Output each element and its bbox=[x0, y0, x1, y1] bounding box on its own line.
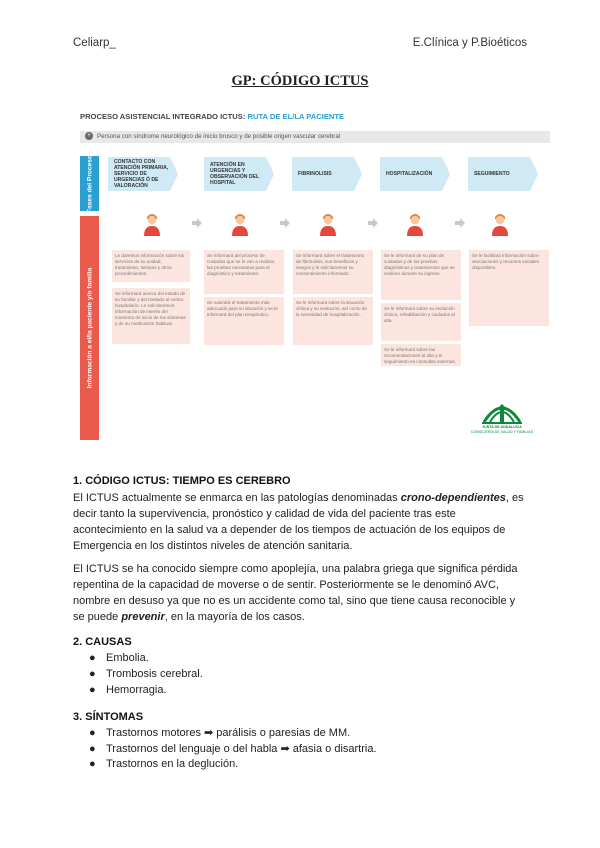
side-label-phases-text: Fases del Proceso bbox=[86, 154, 93, 213]
section-heading-3: 3. SÍNTOMAS bbox=[73, 711, 144, 723]
paragraph-1-text-end: , es decir tanto la supervivencia, pronóstico y calidad de vida del paciente tras este acontecimiento en la salud va a depender de los tiempos de actuación de los equipos de Emergencia en los distintos niveles de atención sanitaria. bbox=[73, 492, 524, 552]
paragraph-1-emphasis: crono-dependientes bbox=[400, 492, 506, 504]
person-icon bbox=[490, 210, 510, 236]
list-item bbox=[89, 652, 149, 664]
info-box: Se valorará el tratamiento más adecuado para su situación y se le informará del plan terapéutico. bbox=[204, 297, 284, 345]
page-title: GP: CÓDIGO ICTUS bbox=[231, 73, 369, 89]
side-label-phases bbox=[80, 156, 99, 211]
info-box: Le daremos información sobre los servicios de su unidad, tratamiento, tiempos y otros procedimientos. bbox=[112, 250, 190, 282]
person-icon bbox=[405, 210, 425, 236]
logo-line-1: JUNTA DE ANDALUCIA bbox=[482, 425, 522, 429]
phase-follow-up bbox=[468, 157, 538, 191]
list-item-text: Trastornos motores ➡ parálisis o paresias de MM. bbox=[106, 727, 351, 739]
side-label-info bbox=[80, 216, 99, 440]
paragraph-2 bbox=[73, 561, 528, 625]
list-item-text: Trastornos en la deglución. bbox=[106, 758, 239, 770]
bullet-icon: ● bbox=[89, 727, 96, 739]
logo-emblem-icon bbox=[456, 396, 548, 426]
info-box: Se le informará sobre su evolución clínica, rehabilitación y cuidados al alta. bbox=[381, 303, 461, 341]
paragraph-2-emphasis: prevenir bbox=[121, 611, 165, 623]
figure-banner bbox=[80, 131, 550, 143]
list-item-text: Trombosis cerebral. bbox=[106, 668, 203, 680]
junta-andalucia-logo bbox=[456, 396, 548, 438]
header-subject: E.Clínica y P.Bioéticos bbox=[412, 37, 527, 49]
paragraph-2-text: El ICTUS se ha conocido siempre como apoplejía, una palabra griega que significa pérdida repentina de la capacidad de moverse o de sentir. Posteriormente se le denominó AVC, nombre en desuso ya que no es un accidente como tal, sino que tiene causa reconocible y se puede bbox=[73, 563, 518, 623]
section-heading-1: 1. CÓDIGO ICTUS: TIEMPO ES CEREBRO bbox=[73, 475, 291, 487]
bullet-icon: ● bbox=[89, 668, 96, 680]
phase-emergency bbox=[204, 157, 274, 191]
phase-hospitalization bbox=[380, 157, 450, 191]
paragraph-1 bbox=[73, 490, 528, 554]
process-figure bbox=[78, 112, 553, 442]
figure-heading-prefix: PROCESO ASISTENCIAL INTEGRADO ICTUS: bbox=[80, 112, 248, 121]
info-box: Se informará sobre el tratamiento de fibrinolisis, sus beneficios y riesgos y le solicitaremos su consentimiento informado. bbox=[293, 250, 373, 294]
phase-contact bbox=[108, 157, 178, 191]
paragraph-2-text-end: , en la mayoría de los casos. bbox=[164, 611, 305, 623]
bullet-icon: ● bbox=[89, 652, 96, 664]
phase-label: FIBRINOLISIS bbox=[298, 170, 332, 177]
info-box: Se informará del proceso de cuidados que se le van a realizar, las pruebas necesarias para el diagnóstico y tratamiento. bbox=[204, 250, 284, 294]
phase-label: SEGUIMIENTO bbox=[474, 170, 510, 177]
arrow-right-icon bbox=[192, 218, 202, 228]
info-box: Se le informará de su plan de cuidados y de las pruebas diagnósticas y tratamientos que se realicen durante su ingreso. bbox=[381, 250, 461, 300]
plus-circle-icon: + bbox=[85, 132, 93, 140]
figure-heading-accent: RUTA DE EL/LA PACIENTE bbox=[247, 112, 345, 121]
person-icon bbox=[230, 210, 250, 236]
figure-heading bbox=[80, 112, 344, 121]
list-item bbox=[89, 758, 238, 770]
info-box: Se le informará sobre la situación clínica y su evolución, así como de la necesidad de hospitalización. bbox=[293, 297, 373, 345]
phase-label: HOSPITALIZACIÓN bbox=[386, 170, 433, 177]
info-box: Se le informará sobre las recomendaciones al alta y el seguimiento en consultas externas. bbox=[381, 344, 461, 366]
bullet-icon: ● bbox=[89, 758, 96, 770]
list-item bbox=[89, 684, 167, 696]
list-item-text: Trastornos del lenguaje o del habla ➡ afasia o disartria. bbox=[106, 743, 377, 755]
bullet-icon: ● bbox=[89, 684, 96, 696]
phase-label: ATENCIÓN EN URGENCIAS Y OBSERVACIÓN DEL HOSPITAL bbox=[210, 161, 259, 187]
list-item bbox=[89, 742, 377, 755]
list-item bbox=[89, 726, 350, 739]
banner-text: Persona con síndrome neurológico de inicio brusco y de posible origen vascular cerebral bbox=[97, 133, 341, 140]
arrow-right-icon bbox=[280, 218, 290, 228]
paragraph-1-text: El ICTUS actualmente se enmarca en las patologías denominadas bbox=[73, 492, 401, 504]
phase-fibrinolysis bbox=[292, 157, 362, 191]
info-box: Se le facilitará información sobre asociaciones y recursos sociales disponibles. bbox=[469, 250, 549, 326]
person-icon bbox=[142, 210, 162, 236]
section-heading-2: 2. CAUSAS bbox=[73, 636, 132, 648]
list-item bbox=[89, 668, 203, 680]
phase-label: CONTACTO CON ATENCIÓN PRIMARIA, SERVICIO DE URGENCIAS Ó DE VALORACIÓN bbox=[114, 158, 169, 190]
bullet-icon: ● bbox=[89, 743, 96, 755]
arrow-right-icon bbox=[368, 218, 378, 228]
header-author: Celiarp_ bbox=[73, 37, 116, 49]
list-item-text: Embolia. bbox=[106, 652, 149, 664]
info-box: Se informará acerca del estado de su familiar y del traslado al centro hospitalario. Le solicitaremos información de interés del momento de inicio de los síntomas y de su medicación habitual. bbox=[112, 288, 190, 344]
list-item-text: Hemorragia. bbox=[106, 684, 167, 696]
arrow-right-icon bbox=[455, 218, 465, 228]
logo-line-2: CONSEJERÍA DE SALUD Y FAMILIAS bbox=[470, 430, 534, 434]
person-icon bbox=[318, 210, 338, 236]
side-label-info-text: Información a el/la paciente y/o familia bbox=[86, 267, 93, 389]
